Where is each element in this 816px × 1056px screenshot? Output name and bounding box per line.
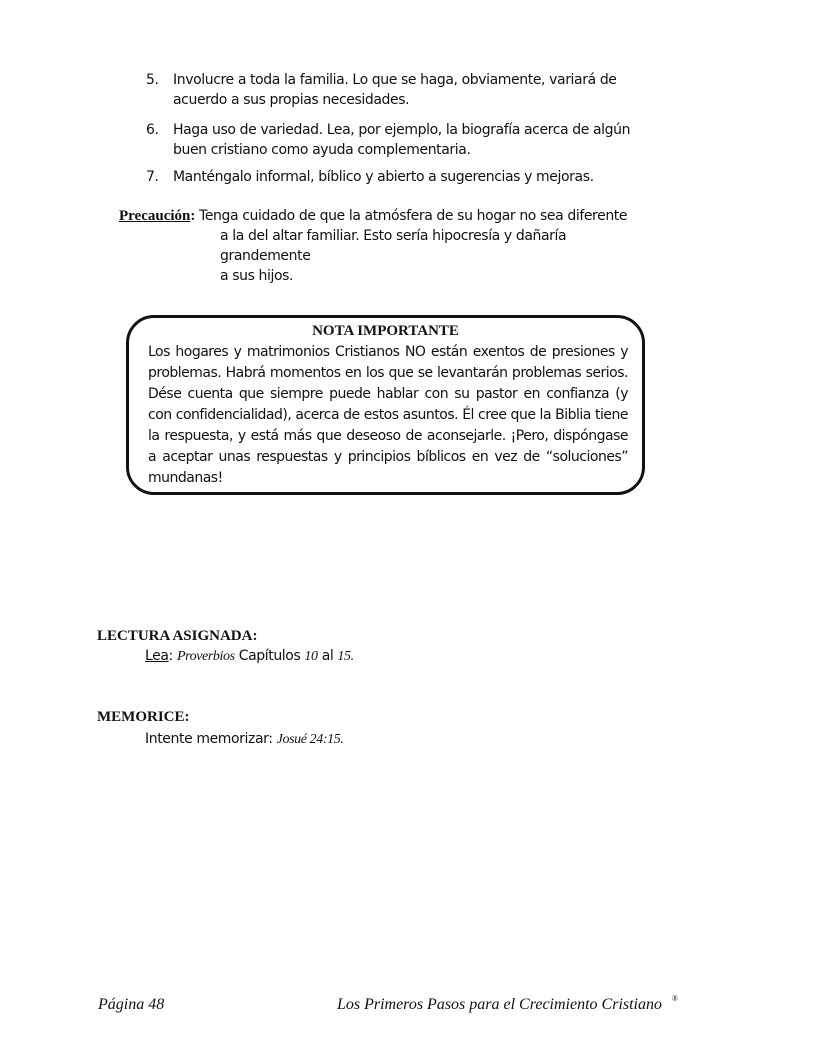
note-title: NOTA IMPORTANTE: [312, 323, 459, 339]
list-item-7: [146, 167, 666, 187]
precaution-block: [119, 206, 659, 286]
list-number: 7.: [146, 169, 159, 185]
memorize-verse: Josué 24:15.: [276, 732, 344, 747]
memorize-line: [145, 731, 343, 748]
list-text-line: Haga uso de variedad. Lea, por ejemplo, la biografía acerca de algún: [173, 122, 631, 138]
reading-al: al: [321, 648, 334, 664]
reading-book: Proverbios: [176, 649, 235, 664]
reading-heading: LECTURA ASIGNADA:: [97, 628, 258, 644]
precaution-label: Precaución: [119, 208, 191, 224]
list-text-line: buen cristiano como ayuda complementaria.: [173, 142, 471, 158]
registered-mark: ®: [671, 994, 678, 1003]
reading-line: [145, 648, 354, 665]
precaution-text: Tenga cuidado de que la atmósfera de su hogar no sea diferente: [199, 208, 628, 224]
list-item-5: [146, 70, 666, 110]
note-body: Los hogares y matrimonios Cristianos NO están exentos de presiones y problemas. Habrá momentos en los que se levantarán problemas serios. Dése cuenta que siempre puede hablar con su pastor en confianza (y con confidencialidad), acerca de estos asuntos. Él cree que la Biblia tiene la respuesta, y está más que deseoso de aconsejarle. ¡Pero, dispóngase a aceptar unas respuestas y principios bíblicos en vez de “soluciones” mundanas!: [148, 344, 628, 486]
memorize-prefix: Intente memorizar:: [145, 731, 273, 747]
footer-page-number: Página 48: [98, 996, 165, 1013]
reading-chapters-word: Capítulos: [238, 648, 301, 664]
precaution-text: a sus hijos.: [220, 268, 294, 284]
reading-to: 15.: [337, 649, 354, 664]
memorize-heading: MEMORICE:: [97, 709, 190, 725]
list-text-line: Involucre a toda la familia. Lo que se haga, obviamente, variará de: [173, 72, 617, 88]
reading-lea: Lea: [145, 648, 169, 664]
precaution-colon: :: [190, 208, 195, 224]
list-item-6: [146, 120, 666, 160]
precaution-text: a la del altar familiar. Esto sería hipocresía y dañaría grandemente: [220, 228, 567, 264]
list-number: 5.: [146, 72, 159, 88]
reading-colon: :: [168, 648, 173, 664]
list-text-line: acuerdo a sus propias necesidades.: [173, 92, 410, 108]
footer-book-title: Los Primeros Pasos para el Crecimiento Cristiano: [336, 996, 662, 1013]
list-text-line: Manténgalo informal, bíblico y abierto a sugerencias y mejoras.: [173, 169, 594, 185]
list-number: 6.: [146, 122, 159, 138]
reading-from: 10: [304, 649, 318, 664]
